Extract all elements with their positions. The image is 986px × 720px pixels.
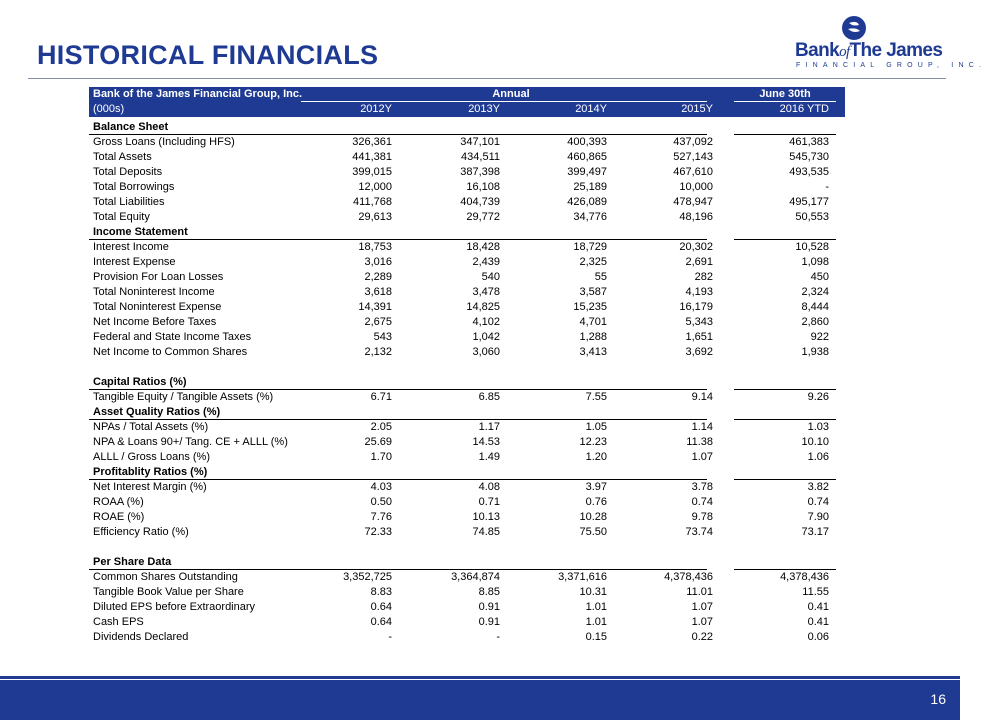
cell-value: 6.85: [478, 391, 500, 403]
cell-value: 0.15: [585, 631, 607, 643]
page-number: 16: [930, 691, 946, 707]
bank-logo-subtitle: FINANCIAL GROUP, INC.: [796, 62, 986, 69]
table-row: [89, 510, 845, 525]
cell-value: 8,444: [801, 301, 829, 313]
cell-value: 2,132: [364, 346, 392, 358]
row-label: Total Assets: [93, 151, 152, 163]
cell-value: 25.69: [364, 436, 392, 448]
table-row: [89, 390, 845, 405]
cell-value: -: [496, 631, 500, 643]
row-label: Total Noninterest Income: [93, 286, 215, 298]
spacer-row: [89, 360, 845, 375]
cell-value: 1.17: [478, 421, 500, 433]
cell-value: 3,413: [579, 346, 607, 358]
row-label: Interest Income: [93, 241, 169, 253]
table-row: [89, 450, 845, 465]
table-row: [89, 570, 845, 585]
row-label: Gross Loans (Including HFS): [93, 136, 235, 148]
section-header-row: [89, 225, 845, 240]
cell-value: 1.01: [585, 616, 607, 628]
cell-value: 495,177: [789, 196, 829, 208]
cell-value: 493,535: [789, 166, 829, 178]
table-row: [89, 315, 845, 330]
cell-value: -: [388, 631, 392, 643]
cell-value: 0.91: [478, 601, 500, 613]
section-header-row: [89, 465, 845, 480]
cell-value: 14,825: [466, 301, 500, 313]
row-label: NPAs / Total Assets (%): [93, 421, 209, 433]
cell-value: 48,196: [679, 211, 713, 223]
cell-value: 55: [594, 271, 607, 283]
cell-value: 3.82: [807, 481, 829, 493]
cell-value: -: [825, 181, 829, 193]
cell-value: 1.70: [370, 451, 392, 463]
cell-value: 2,860: [801, 316, 829, 328]
footer-top-rule: [0, 676, 960, 679]
cell-value: 3,587: [579, 286, 607, 298]
bank-logo: [778, 14, 986, 74]
cell-value: 25,189: [573, 181, 607, 193]
table-row: [89, 195, 845, 210]
cell-value: 72.33: [364, 526, 392, 538]
cell-value: 1.06: [807, 451, 829, 463]
cell-value: 399,015: [352, 166, 392, 178]
cell-value: 3,371,616: [558, 571, 607, 583]
cell-value: 411,768: [353, 196, 392, 208]
cell-value: 426,089: [567, 196, 607, 208]
cell-value: 0.50: [370, 496, 392, 508]
row-label: Total Noninterest Expense: [93, 301, 222, 313]
cell-value: 7.90: [807, 511, 829, 523]
cell-value: 2,439: [472, 256, 500, 268]
cell-value: 0.41: [807, 616, 829, 628]
cell-value: 527,143: [673, 151, 713, 163]
cell-value: 1.07: [691, 616, 713, 628]
company-name: Bank of the James Financial Group, Inc.: [93, 88, 303, 100]
cell-value: 1,098: [801, 256, 829, 268]
cell-value: 12.23: [579, 436, 607, 448]
cell-value: 461,383: [789, 136, 829, 148]
row-label: Dividends Declared: [93, 631, 189, 643]
col-2015: 2015Y: [681, 103, 713, 115]
cell-value: 5,343: [685, 316, 713, 328]
section-header-row: [89, 555, 845, 570]
cell-value: 16,179: [679, 301, 713, 313]
section-title: Balance Sheet: [93, 121, 169, 133]
cell-value: 2,691: [685, 256, 713, 268]
financials-table: [89, 87, 845, 645]
cell-value: 3,478: [472, 286, 500, 298]
section-title: Capital Ratios (%): [93, 376, 187, 388]
cell-value: 1.14: [691, 421, 713, 433]
cell-value: 922: [810, 331, 829, 343]
cell-value: 11.01: [686, 586, 713, 598]
table-row: [89, 600, 845, 615]
row-label: Total Deposits: [93, 166, 163, 178]
table-row: [89, 585, 845, 600]
row-label: Provision For Loan Losses: [93, 271, 224, 283]
cell-value: 1,938: [801, 346, 829, 358]
row-label: Total Equity: [93, 211, 150, 223]
cell-value: 3.97: [585, 481, 607, 493]
section-title: Income Statement: [93, 226, 188, 238]
bank-logo-icon: [840, 14, 868, 42]
table-row: [89, 255, 845, 270]
cell-value: 1,042: [472, 331, 500, 343]
cell-value: 73.17: [801, 526, 829, 538]
cell-value: 0.06: [807, 631, 829, 643]
cell-value: 18,753: [358, 241, 392, 253]
row-label: Diluted EPS before Extraordinary: [93, 601, 256, 613]
cell-value: 4,102: [472, 316, 500, 328]
cell-value: 18,729: [573, 241, 607, 253]
section-title: Asset Quality Ratios (%): [93, 406, 221, 418]
row-label: Net Interest Margin (%): [93, 481, 207, 493]
cell-value: 74.85: [472, 526, 500, 538]
cell-value: 478,947: [673, 196, 713, 208]
cell-value: 2,675: [364, 316, 392, 328]
cell-value: 15,235: [573, 301, 607, 313]
cell-value: 18,428: [466, 241, 500, 253]
cell-value: 1.07: [691, 601, 713, 613]
table-row: [89, 285, 845, 300]
cell-value: 1.20: [585, 451, 607, 463]
table-row: [89, 150, 845, 165]
cell-value: 4.08: [478, 481, 500, 493]
cell-value: 460,865: [567, 151, 607, 163]
col-2013: 2013Y: [468, 103, 500, 115]
cell-value: 73.74: [685, 526, 713, 538]
cell-value: 0.64: [370, 601, 392, 613]
table-row: [89, 435, 845, 450]
cell-value: 10,528: [795, 241, 829, 253]
table-row: [89, 345, 845, 360]
cell-value: 3.78: [691, 481, 713, 493]
cell-value: 8.83: [370, 586, 392, 598]
spacer-row: [89, 540, 845, 555]
table-row: [89, 480, 845, 495]
cell-value: 441,381: [352, 151, 392, 163]
cell-value: 0.71: [478, 496, 500, 508]
table-header-row-1: [89, 87, 845, 102]
cell-value: 1,288: [579, 331, 607, 343]
cell-value: 404,739: [460, 196, 500, 208]
table-row: [89, 630, 845, 645]
cell-value: 326,361: [352, 136, 392, 148]
row-label: Total Borrowings: [93, 181, 175, 193]
cell-value: 2,324: [801, 286, 829, 298]
cell-value: 545,730: [789, 151, 829, 163]
cell-value: 20,302: [679, 241, 713, 253]
cell-value: 4,378,436: [664, 571, 713, 583]
cell-value: 75.50: [579, 526, 607, 538]
cell-value: 1.05: [585, 421, 607, 433]
cell-value: 7.76: [370, 511, 392, 523]
cell-value: 400,393: [567, 136, 607, 148]
cell-value: 2,325: [579, 256, 607, 268]
cell-value: 399,497: [567, 166, 607, 178]
page-title: HISTORICAL FINANCIALS: [37, 40, 379, 70]
cell-value: 10.10: [801, 436, 829, 448]
cell-value: 437,092: [673, 136, 713, 148]
cell-value: 29,772: [466, 211, 500, 223]
table-row: [89, 420, 845, 435]
cell-value: 467,610: [673, 166, 713, 178]
cell-value: 11.38: [686, 436, 713, 448]
table-header-row-2: [89, 102, 845, 117]
table-row: [89, 165, 845, 180]
cell-value: 3,016: [364, 256, 392, 268]
cell-value: 14.53: [472, 436, 500, 448]
cell-value: 1.07: [691, 451, 713, 463]
cell-value: 1.49: [478, 451, 500, 463]
table-row: [89, 180, 845, 195]
cell-value: 50,553: [795, 211, 829, 223]
col-2012: 2012Y: [360, 103, 392, 115]
units-label: (000s): [93, 103, 125, 115]
row-label: ROAA (%): [93, 496, 144, 508]
cell-value: 10.28: [579, 511, 607, 523]
cell-value: 3,692: [685, 346, 713, 358]
row-label: Efficiency Ratio (%): [93, 526, 189, 538]
cell-value: 14,391: [358, 301, 392, 313]
table-row: [89, 135, 845, 150]
table-row: [89, 525, 845, 540]
cell-value: 3,060: [472, 346, 500, 358]
table-row: [89, 270, 845, 285]
section-header-row: [89, 405, 845, 420]
section-header-row: [89, 120, 845, 135]
cell-value: 0.41: [807, 601, 829, 613]
cell-value: 0.74: [807, 496, 829, 508]
footer-bar: [0, 680, 960, 720]
cell-value: 11.55: [802, 586, 829, 598]
cell-value: 387,398: [460, 166, 500, 178]
june-header: June 30th: [759, 88, 811, 100]
cell-value: 450: [810, 271, 829, 283]
row-label: Federal and State Income Taxes: [93, 331, 252, 343]
row-label: ROAE (%): [93, 511, 145, 523]
row-label: Common Shares Outstanding: [93, 571, 238, 583]
row-label: Tangible Equity / Tangible Assets (%): [93, 391, 274, 403]
bank-logo-name: BankofThe James: [795, 40, 943, 61]
cell-value: 0.64: [370, 616, 392, 628]
cell-value: 0.22: [691, 631, 713, 643]
table-body: [89, 120, 845, 645]
cell-value: 540: [481, 271, 500, 283]
cell-value: 2.05: [370, 421, 392, 433]
table-row: [89, 300, 845, 315]
cell-value: 2,289: [364, 271, 392, 283]
row-label: Interest Expense: [93, 256, 176, 268]
table-row: [89, 495, 845, 510]
cell-value: 0.76: [585, 496, 607, 508]
cell-value: 3,364,874: [451, 571, 500, 583]
cell-value: 0.74: [691, 496, 713, 508]
cell-value: 9.78: [691, 511, 713, 523]
table-row: [89, 615, 845, 630]
cell-value: 8.85: [478, 586, 500, 598]
cell-value: 16,108: [466, 181, 500, 193]
cell-value: 434,511: [461, 151, 500, 163]
section-title: Profitablity Ratios (%): [93, 466, 208, 478]
cell-value: 34,776: [573, 211, 607, 223]
col-2014: 2014Y: [575, 103, 607, 115]
cell-value: 6.71: [370, 391, 392, 403]
row-label: Tangible Book Value per Share: [93, 586, 244, 598]
cell-value: 543: [373, 331, 392, 343]
cell-value: 4,701: [579, 316, 607, 328]
cell-value: 9.14: [691, 391, 713, 403]
cell-value: 12,000: [358, 181, 392, 193]
cell-value: 1.03: [807, 421, 829, 433]
row-label: NPA & Loans 90+/ Tang. CE + ALLL (%): [93, 436, 288, 448]
cell-value: 10,000: [679, 181, 713, 193]
table-row: [89, 330, 845, 345]
cell-value: 4,193: [685, 286, 713, 298]
cell-value: 7.55: [585, 391, 607, 403]
col-2016-ytd: 2016 YTD: [779, 103, 829, 115]
row-label: Cash EPS: [93, 616, 144, 628]
cell-value: 1.01: [585, 601, 607, 613]
title-divider: [28, 78, 946, 79]
row-label: Total Liabilities: [93, 196, 165, 208]
cell-value: 4,378,436: [780, 571, 829, 583]
cell-value: 4.03: [370, 481, 392, 493]
section-title: Per Share Data: [93, 556, 172, 568]
cell-value: 0.91: [478, 616, 500, 628]
cell-value: 282: [694, 271, 713, 283]
cell-value: 10.31: [579, 586, 607, 598]
cell-value: 10.13: [472, 511, 500, 523]
row-label: Net Income to Common Shares: [93, 346, 248, 358]
cell-value: 3,352,725: [343, 571, 392, 583]
annual-header: Annual: [492, 88, 530, 100]
cell-value: 347,101: [460, 136, 500, 148]
section-header-row: [89, 375, 845, 390]
row-label: ALLL / Gross Loans (%): [93, 451, 210, 463]
cell-value: 1,651: [685, 331, 713, 343]
row-label: Net Income Before Taxes: [93, 316, 217, 328]
cell-value: 29,613: [358, 211, 392, 223]
table-row: [89, 240, 845, 255]
table-row: [89, 210, 845, 225]
cell-value: 3,618: [364, 286, 392, 298]
cell-value: 9.26: [807, 391, 829, 403]
